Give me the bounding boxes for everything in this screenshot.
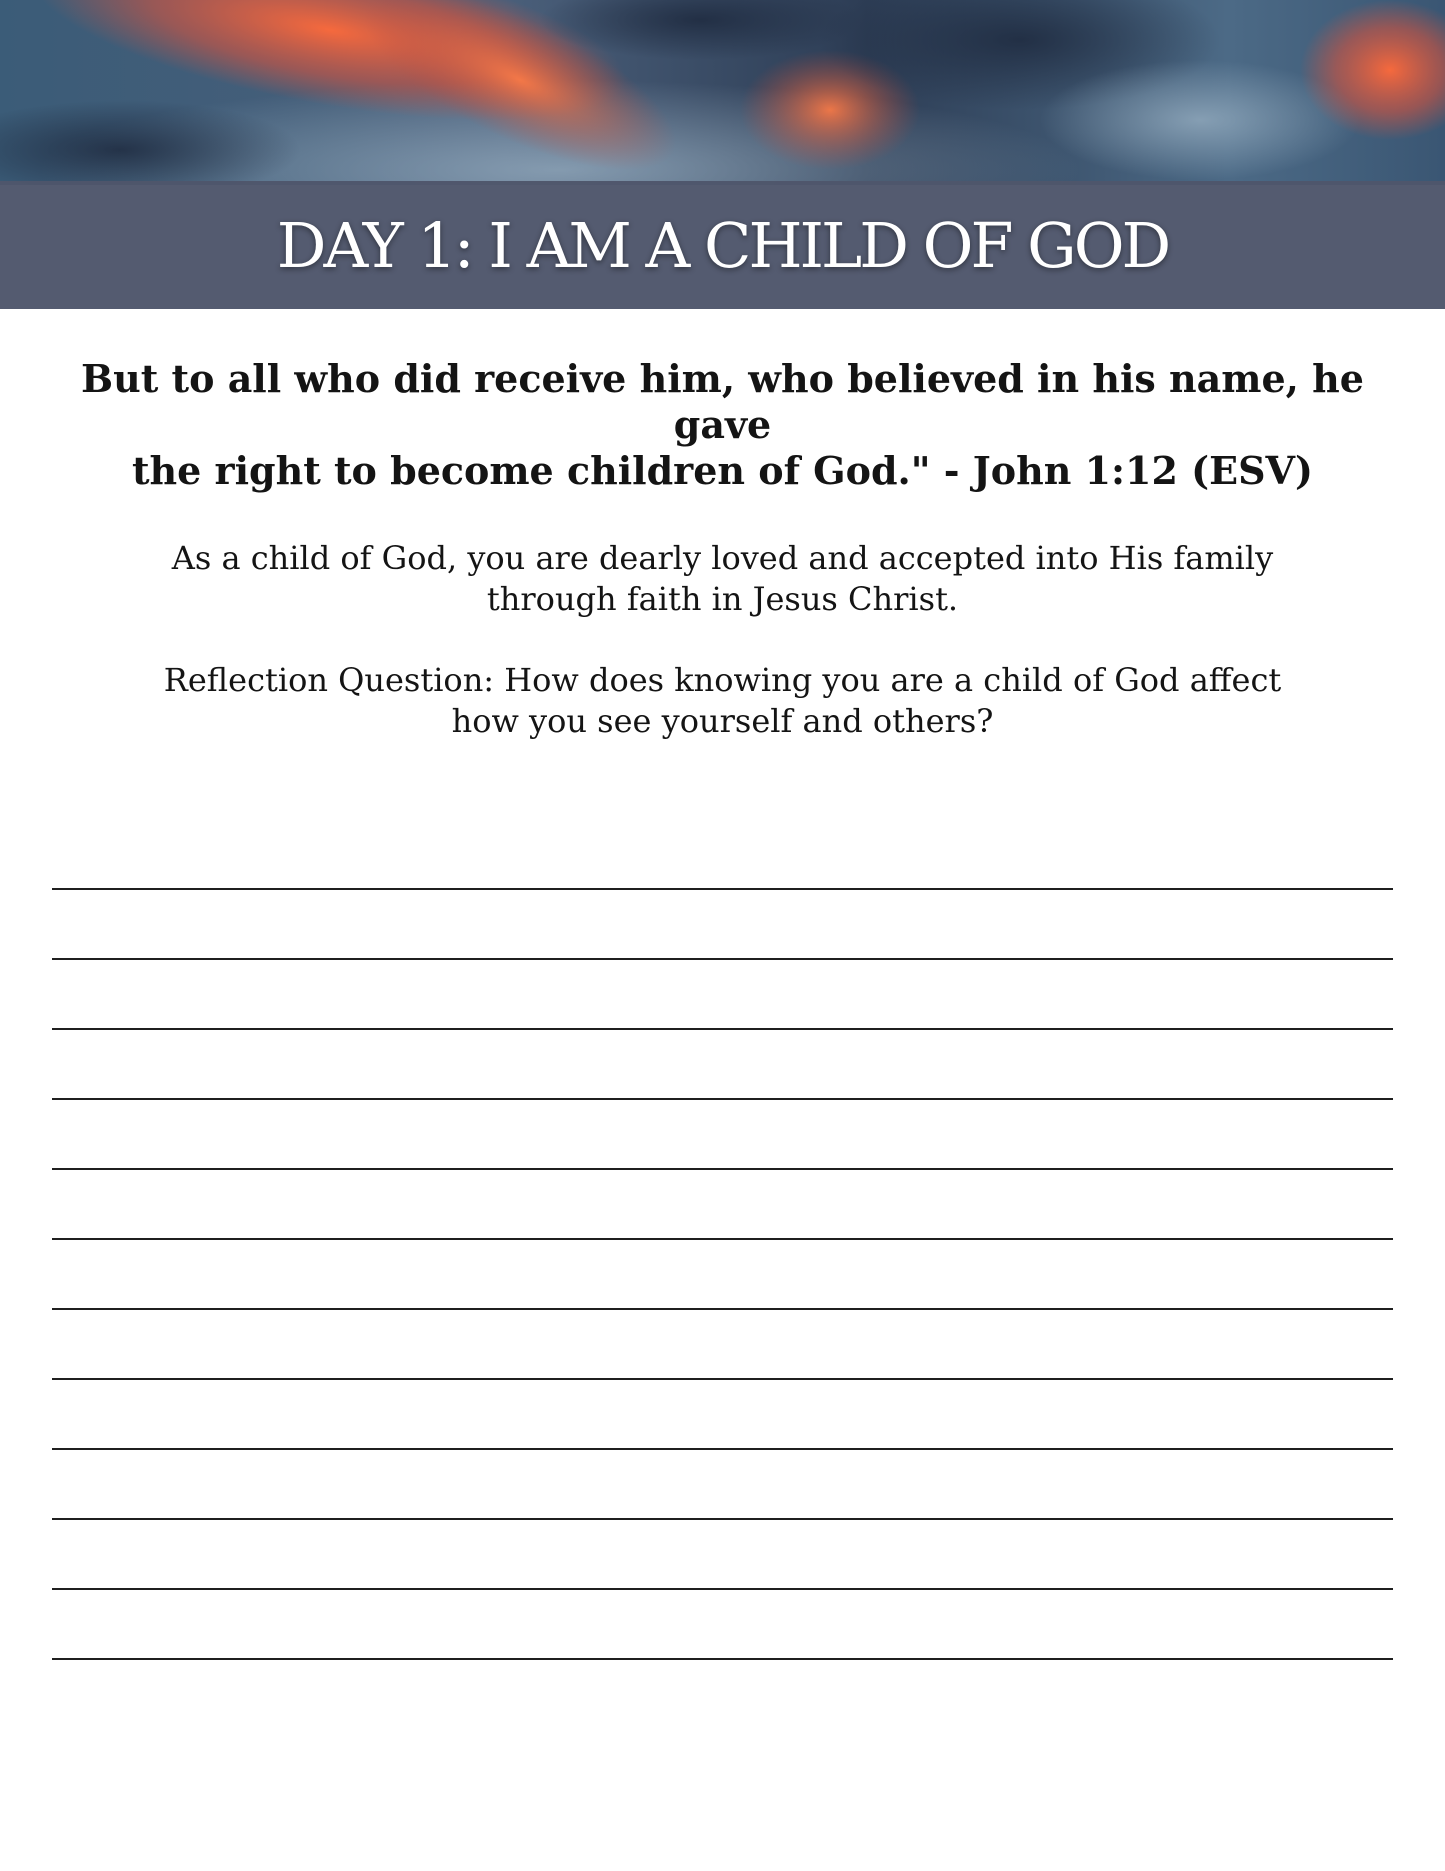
devotional-line-1: As a child of God, you are dearly loved and accepted into His family (171, 539, 1274, 577)
header-sky-image (0, 0, 1445, 185)
writing-line (52, 1448, 1393, 1518)
writing-line (52, 1378, 1393, 1448)
writing-line (52, 1658, 1393, 1728)
title-banner (0, 181, 1445, 309)
journal-writing-lines (52, 888, 1393, 1728)
reflection-line-1: Reflection Question: How does knowing you are a child of God affect (163, 661, 1282, 699)
verse-line-2: the right to become children of God." - John 1:12 (ESV) (131, 448, 1314, 493)
scripture-verse (50, 356, 1395, 494)
devotional-paragraph (140, 538, 1305, 620)
writing-line (52, 958, 1393, 1028)
writing-line (52, 1238, 1393, 1308)
page-title: DAY 1: I AM A CHILD OF GOD (276, 208, 1169, 282)
writing-line (52, 1168, 1393, 1238)
verse-line-1: But to all who did receive him, who believed in his name, he gave (81, 356, 1364, 447)
writing-line (52, 1308, 1393, 1378)
devotional-line-2: through faith in Jesus Christ. (486, 580, 959, 618)
reflection-line-2: how you see yourself and others? (451, 702, 994, 740)
writing-line (52, 1518, 1393, 1588)
writing-line (52, 888, 1393, 958)
writing-line (52, 1588, 1393, 1658)
writing-line (52, 1028, 1393, 1098)
writing-line (52, 1098, 1393, 1168)
reflection-question (140, 660, 1305, 742)
